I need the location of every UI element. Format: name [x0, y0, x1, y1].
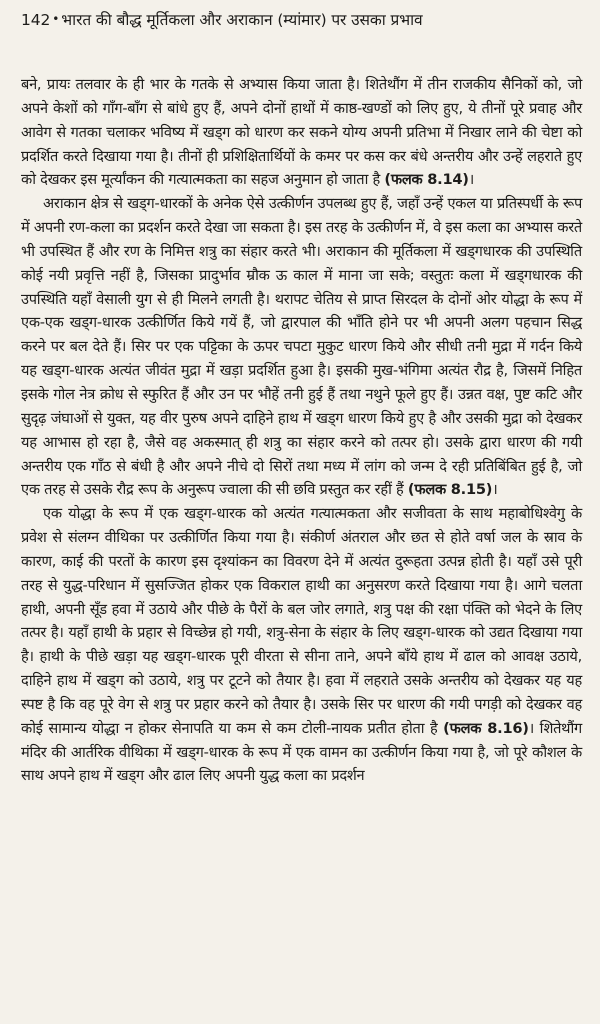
body-text	[21, 73, 582, 788]
running-header	[21, 8, 582, 31]
paragraph-1	[21, 73, 582, 192]
paragraph-2-end: ।	[492, 481, 498, 499]
plate-reference-8-16: (फलक 8.16)	[443, 719, 529, 737]
paragraph-3-text: एक योद्धा के रूप में एक खड्ग-धारक को अत्यंत गत्यात्मकता और सजीवता के साथ महाबोधिश्वेगु के प्रवेश से संलग्न वीथिका पर उत्कीर्णित किया गया है। संकीर्ण अंतराल और छत से होते वर्षा जल के स्राव के कारण, काई की परतों के कारण इस दृश्यांकन का विवरण देने में अत्यंत दुरूहता उत्पन्न होती है। यहाँ उसे पूरी तरह से युद्ध-परिधान में सुसज्जित होकर एक विकराल हाथी का अनुसरण करते दिखाया गया है। आगे चलता हाथी, अपनी सूँड हवा में उठाये और पीछे के पैरों के बल जोर लगाते, शत्रु पक्ष की रक्षा पंक्ति को भेदने के लिए तत्पर है। यहाँ हाथी के प्रहार से विच्छेन्न हो गयी, शत्रु-सेना के संहार के लिए खड्ग-धारक को उद्यत दिखाया गया है। हाथी के पीछे खड़ा यह खड्ग-धारक पूरी वीरता से सीना ताने, अपने बाँये हाथ में ढाल को आवक्ष उठाये, दाहिने हाथ में खड्ग को उठाये, शत्रु पर टूटने को तैयार है। हवा में लहराते उसके अन्तरीय को देखकर यह यह स्पष्ट है कि वह पूरे वेग से शत्रु पर प्रहार करने को तैयार है। उसके सिर पर धारण की गयी पगड़ी को देखकर वह कोई सामान्य योद्धा न होकर सेनापति या कम से कम टोली-नायक प्रतीत होता है	[21, 505, 582, 737]
paragraph-2	[21, 192, 582, 502]
plate-reference-8-14: (फलक 8.14)	[384, 171, 469, 189]
plate-reference-8-15: (फलक 8.15)	[407, 481, 493, 499]
paragraph-1-text: बने, प्रायः तलवार के ही भार के गतके से अभ्यास किया जाता है। शितेथौंग में तीन राजकीय सैनिकों को, जो अपने केशों को गाँग-बाँग से बांधे हुए हैं, अपने दोनों हाथों में काष्ठ-खण्डों को लिए हुए, ये तीनों पूरे प्रवाह और आवेग से गतका चलाकर भविष्य में खड्ग को धारण कर सकने योग्य अपनी प्रतिभा में निखार लाने की चेष्टा को प्रदर्शित करते दिखाया गया है। तीनों ही प्रशिक्षितार्थियों के कमर पर कस कर बंधे अन्तरीय और उन्हें लहराते हुए को देखकर इस मूर्त्यांकन की गत्यात्मकता का सहज अनुमान हो जाता है	[21, 76, 582, 189]
paragraph-3-end: । शितेथौंग मंदिर की आर्तरिक वीथिका में खड्ग-धारक के रूप में एक वामन का उत्कीर्णन किया गया है, जो पूरे कौशल के साथ अपने हाथ में खड्ग और ढाल लिए अपनी युद्ध कला का प्रदर्शन	[21, 719, 583, 785]
paragraph-1-end: ।	[468, 171, 474, 189]
paragraph-2-text: अराकान क्षेत्र से खड्ग-धारकों के अनेक ऐसे उत्कीर्णन उपलब्ध हुए हैं, जहाँ उन्हें एकल या प्रतिस्पर्धी के रूप में अपनी रण-कला का प्रदर्शन करते देखा जा सकता है। इस तरह के उत्कीर्णन में, वे इस कला का अभ्यास करते भी उपस्थित हैं और रण के निमित्त शत्रु का संहार करते भी। अराकान की मूर्तिकला में खड्गधारक की उपस्थिति कोई नयी प्रवृत्ति नहीं है, जिसका प्रादुर्भाव म्रौक ऊ काल में माना जा सके; वस्तुतः कला में खड्गधारक की उपस्थिति यहाँ वेसाली युग से ही मिलने लगती है। थरापट चेतिय से प्राप्त सिरदल के दोनों ओर योद्धा के रूप में एक-एक खड्ग-धारक उत्कीर्णित किये गयें हैं, जो द्वारपाल की भाँति होने पर भी अपनी अलग पहचान सिद्ध करने पर बल देते हैं। सिर पर एक पट्टिका के ऊपर चपटा मुकुट धारण किये और सीधी तनी मुद्रा में गर्दन किये यह खड्ग-धारक अत्यंत जीवंत मुद्रा में खड़ा प्रदर्शित हुआ है। इसकी मुख-भंगिमा अत्यंत रौद्र है, जिसमें निहित इसके गोल नेत्र क्रोध से स्फुरित हैं और उन पर भौहें तनी हुई हैं तथा नथुने फूले हुए हैं। उन्नत वक्ष, पुष्ट कटि और सुदृढ़ जंघाओं से युक्त, यह वीर पुरुष अपने दाहिने हाथ में खड्ग धारण किये हुए है और उसकी मुद्रा को देखकर यह आभास हो रहा है, जैसे वह अकस्मात् ही शत्रु का संहार करने को तत्पर हो। उसके द्वारा धारण की गयी अन्तरीय एक गाँठ से बंधी है और अपने नीचे दो सिरों तथा मध्य में लांग को जन्म दे रही प्रतिबिंबित हुई है, जो एक तरह से उसके रौद्र रूप के अनुरूप ज्वाला की सी छवि प्रस्तुत कर रहीं हैं	[21, 195, 582, 499]
header-separator: •	[52, 12, 60, 26]
paragraph-3	[21, 502, 582, 788]
book-title: भारत की बौद्ध मूर्तिकला और अराकान (म्यांमार) पर उसका प्रभाव	[61, 11, 423, 29]
page-number: 142	[21, 11, 51, 29]
